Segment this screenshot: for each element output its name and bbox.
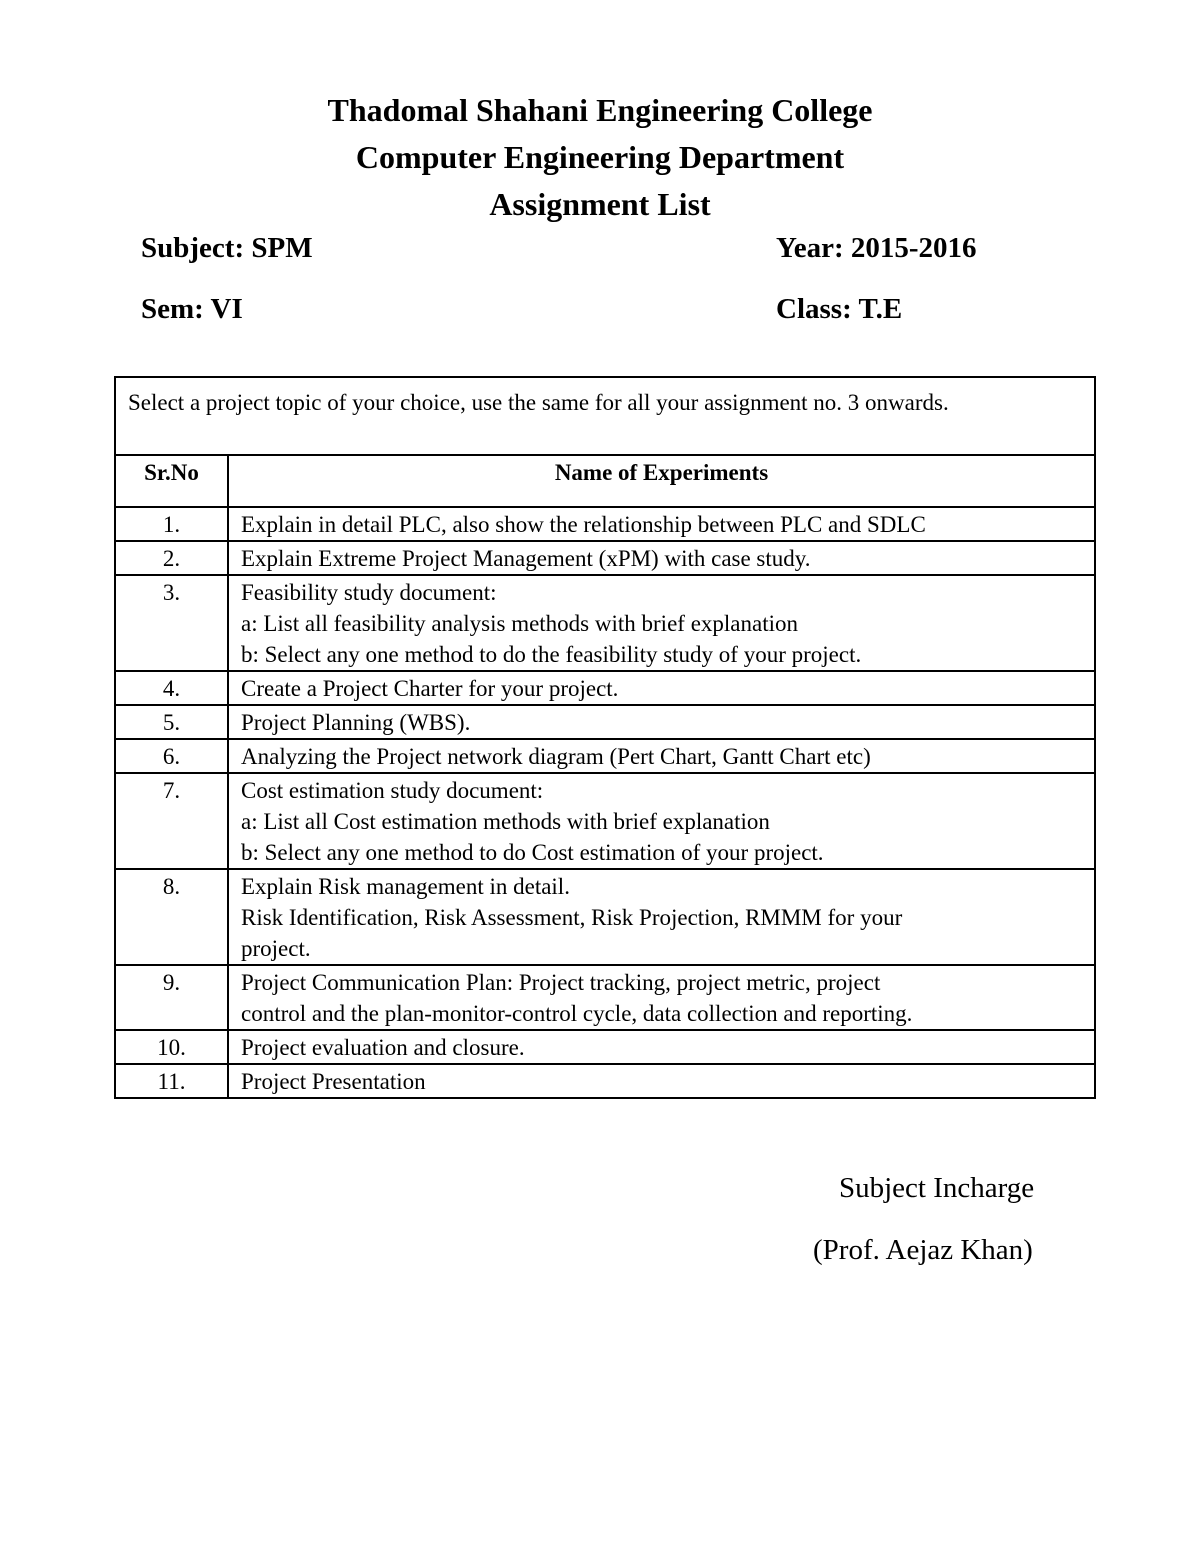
row-sr-no: 3. xyxy=(115,575,228,671)
row-experiment xyxy=(228,705,1095,739)
department-name: Computer Engineering Department xyxy=(355,139,845,175)
row-experiment xyxy=(228,541,1095,575)
table-row xyxy=(115,869,1095,965)
row-experiment xyxy=(228,965,1095,1030)
row-sr-no: 6. xyxy=(115,739,228,773)
row-sr-no: 8. xyxy=(115,869,228,965)
header-sr-no: Sr.No xyxy=(115,455,228,507)
experiment-text-line: Explain Extreme Project Management (xPM) with case study. xyxy=(241,546,811,571)
experiment-text-line: b: Select any one method to do Cost estimation of your project. xyxy=(241,840,824,865)
experiments-table xyxy=(114,376,1096,1099)
row-experiment xyxy=(228,869,1095,965)
experiment-text-line: Cost estimation study document: xyxy=(241,778,544,803)
experiment-text-line: Explain Risk management in detail. xyxy=(241,874,570,899)
row-experiment xyxy=(228,773,1095,869)
header-name-of-experiments: Name of Experiments xyxy=(228,455,1095,507)
row-sr-no: 5. xyxy=(115,705,228,739)
experiment-text-line: Project Presentation xyxy=(241,1069,426,1094)
experiment-text-line: project. xyxy=(241,936,311,961)
intro-row xyxy=(115,377,1095,455)
subject-label: Subject: SPM xyxy=(141,232,313,264)
class-label: Class: T.E xyxy=(776,293,903,325)
signature-name: (Prof. Aejaz Khan) xyxy=(813,1234,1033,1266)
experiment-text-line: a: List all Cost estimation methods with brief explanation xyxy=(241,809,770,834)
row-sr-no: 4. xyxy=(115,671,228,705)
table-row xyxy=(115,507,1095,541)
table-row xyxy=(115,541,1095,575)
row-sr-no: 10. xyxy=(115,1030,228,1064)
row-sr-no: 7. xyxy=(115,773,228,869)
semester-label: Sem: VI xyxy=(141,293,243,325)
table-row xyxy=(115,575,1095,671)
experiment-text-line: a: List all feasibility analysis methods with brief explanation xyxy=(241,611,798,636)
row-experiment xyxy=(228,739,1095,773)
year-label: Year: 2015-2016 xyxy=(776,232,977,264)
row-sr-no: 1. xyxy=(115,507,228,541)
signature-role: Subject Incharge xyxy=(839,1172,1035,1204)
table-row xyxy=(115,773,1095,869)
row-experiment xyxy=(228,507,1095,541)
table-row xyxy=(115,1064,1095,1098)
experiment-text-line: Risk Identification, Risk Assessment, Risk Projection, RMMM for your xyxy=(241,905,903,930)
row-sr-no: 11. xyxy=(115,1064,228,1098)
experiment-text-line: Project evaluation and closure. xyxy=(241,1035,525,1060)
experiment-text-line: Feasibility study document: xyxy=(241,580,497,605)
row-experiment xyxy=(228,1030,1095,1064)
experiment-text-line: control and the plan-monitor-control cycle, data collection and reporting. xyxy=(241,1001,913,1026)
college-name: Thadomal Shahani Engineering College xyxy=(327,92,873,128)
intro-text: Select a project topic of your choice, use the same for all your assignment no. 3 onwards. xyxy=(115,377,1095,455)
row-sr-no: 9. xyxy=(115,965,228,1030)
row-sr-no: 2. xyxy=(115,541,228,575)
table-row xyxy=(115,965,1095,1030)
experiment-text-line: Explain in detail PLC, also show the relationship between PLC and SDLC xyxy=(241,512,926,537)
table-header-row xyxy=(115,455,1095,507)
table-row xyxy=(115,705,1095,739)
experiment-text-line: Analyzing the Project network diagram (Pert Chart, Gantt Chart etc) xyxy=(241,744,871,769)
experiment-text-line: Create a Project Charter for your project. xyxy=(241,676,619,701)
row-experiment xyxy=(228,671,1095,705)
table-row xyxy=(115,739,1095,773)
row-experiment xyxy=(228,1064,1095,1098)
row-experiment xyxy=(228,575,1095,671)
document-title: Assignment List xyxy=(489,186,711,222)
experiment-text-line: Project Planning (WBS). xyxy=(241,710,471,735)
table-row xyxy=(115,671,1095,705)
experiment-text-line: b: Select any one method to do the feasibility study of your project. xyxy=(241,642,862,667)
experiment-text-line: Project Communication Plan: Project tracking, project metric, project xyxy=(241,970,881,995)
table-row xyxy=(115,1030,1095,1064)
